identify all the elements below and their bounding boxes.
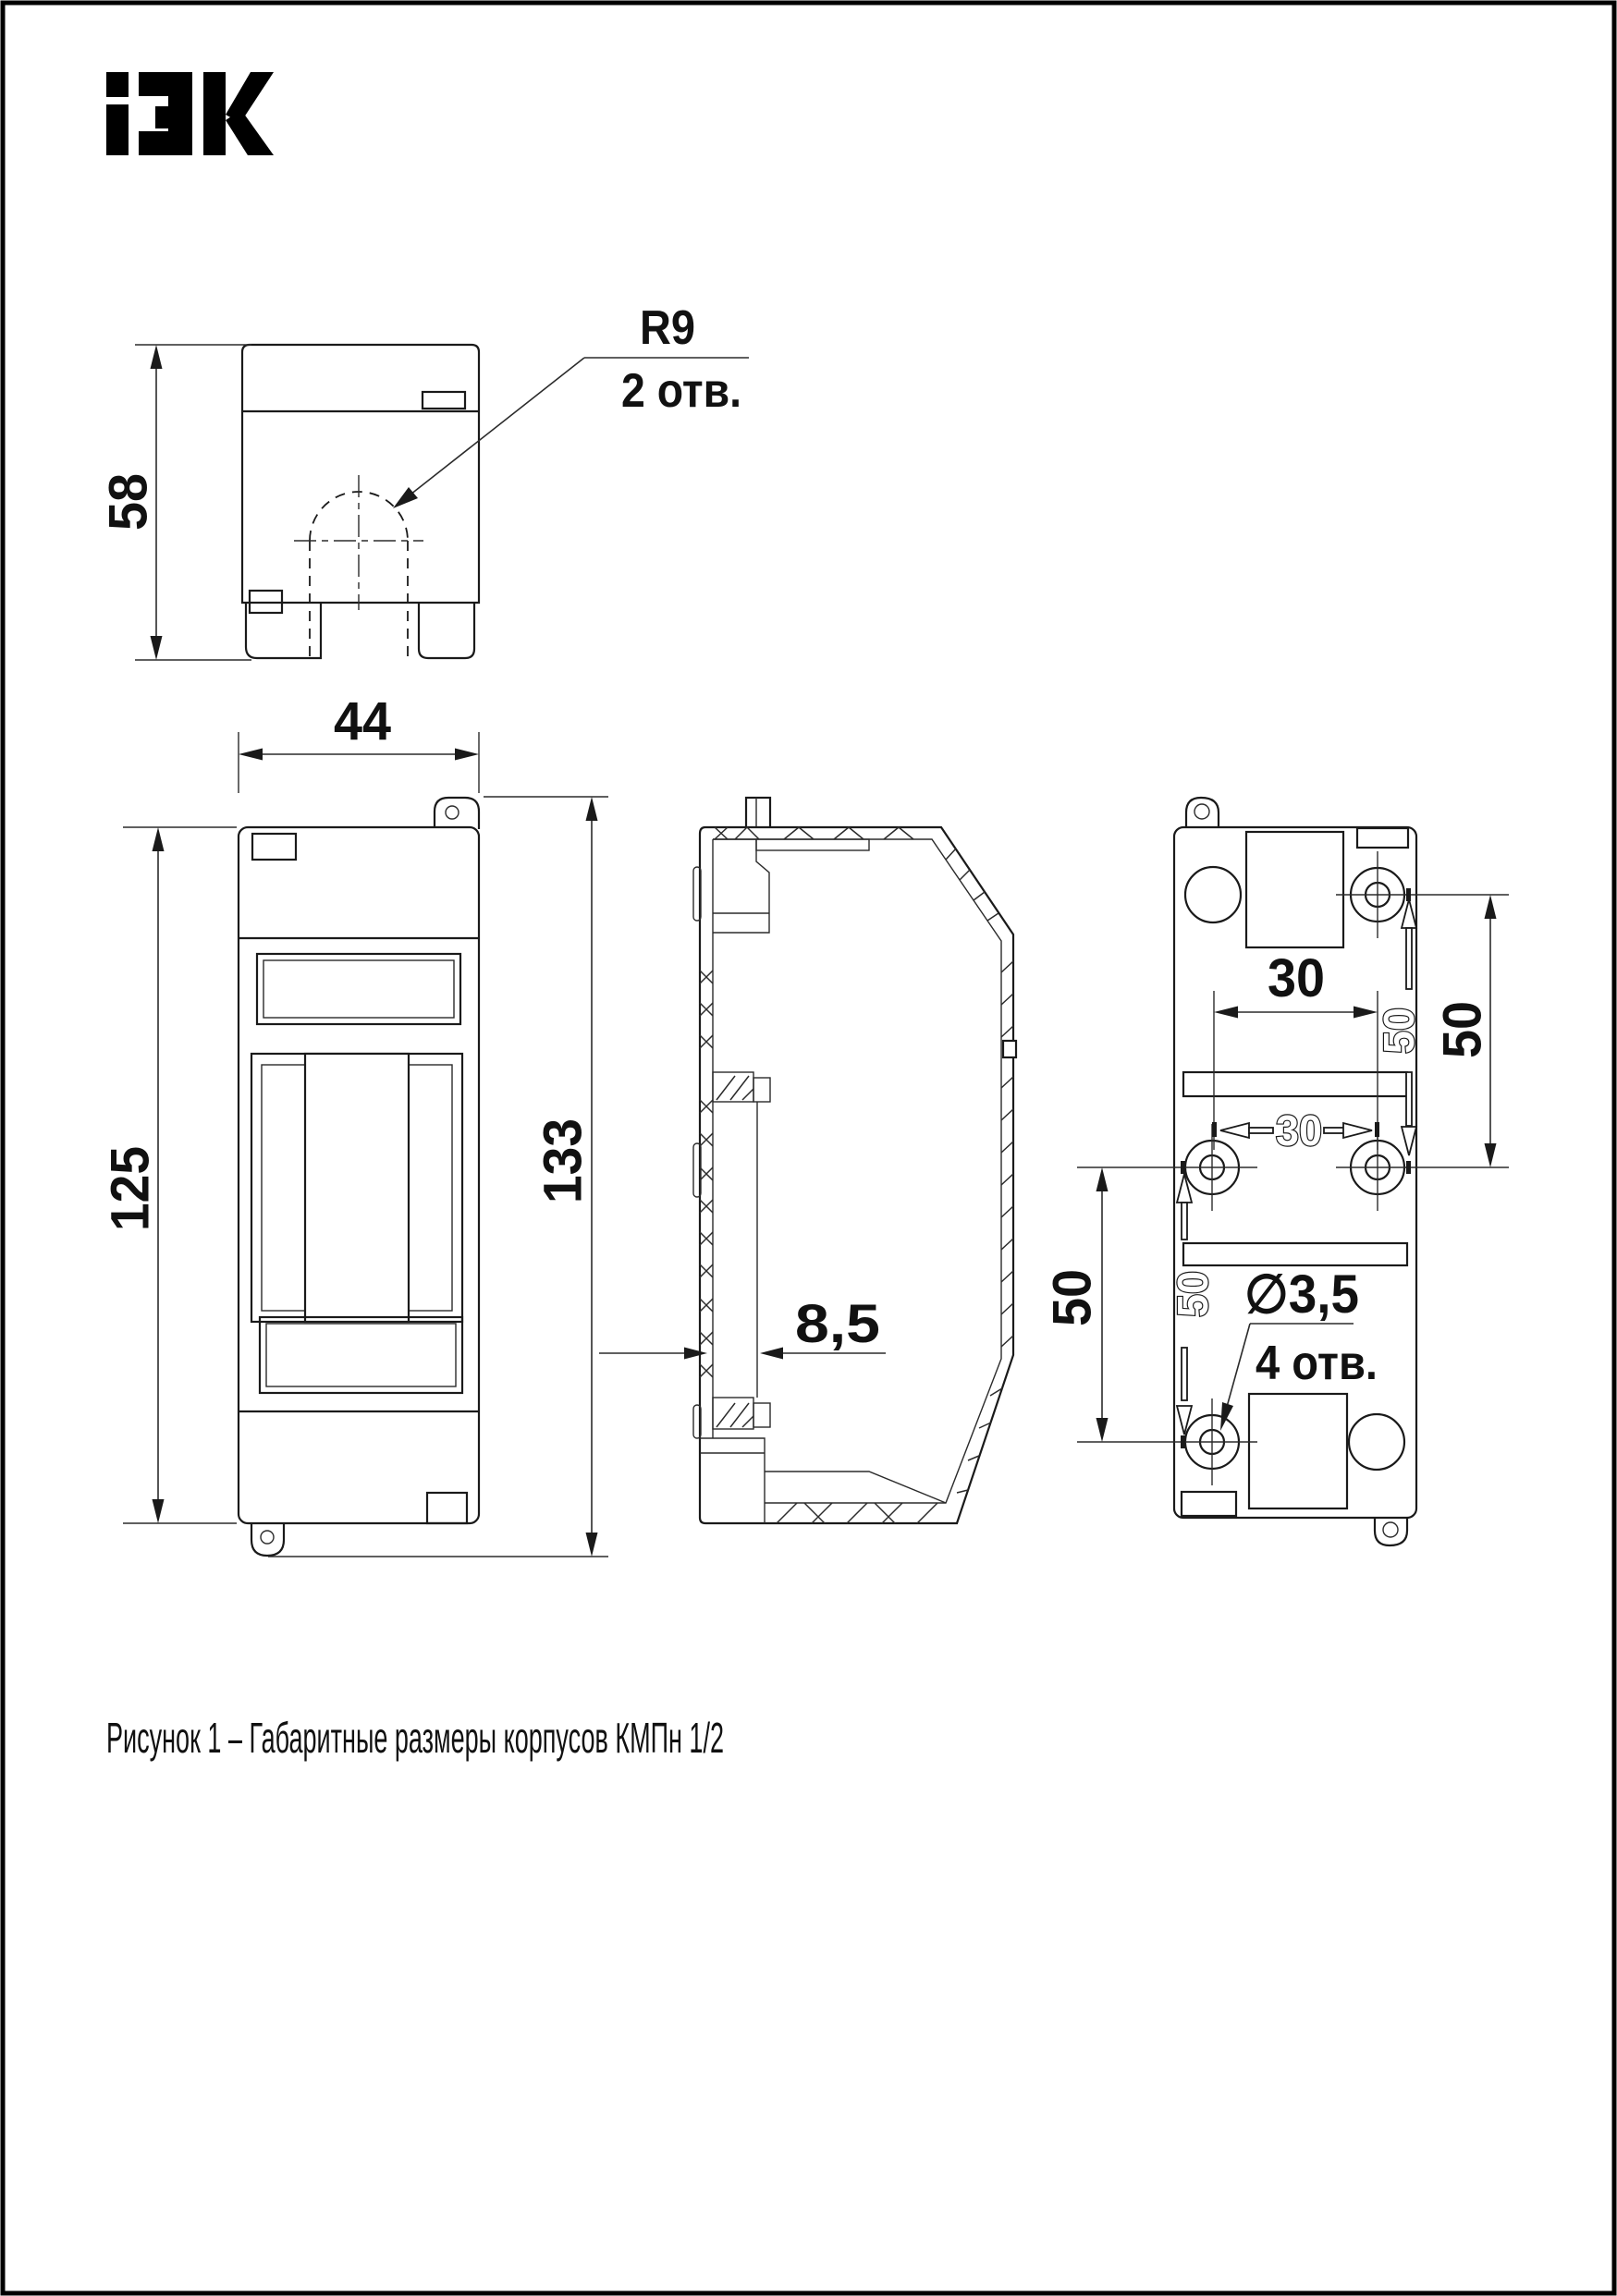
rear-view: [1043, 798, 1510, 1545]
side-outline: [700, 827, 1013, 1523]
figure-caption: Рисунок 1 – Габаритные размеры корпусов КМПн 1/2: [106, 1714, 724, 1762]
side-view: [599, 798, 1016, 1523]
vent-slot: [1003, 1041, 1016, 1057]
iek-logo: [106, 72, 274, 155]
dim-58-label: 58: [98, 470, 159, 531]
dim-133-label: 133: [533, 1114, 594, 1203]
top-view: [99, 301, 750, 660]
dim-8-5-label: 8,5: [795, 1294, 880, 1354]
front-top-ear: [435, 798, 479, 829]
dimension-44: [239, 691, 479, 793]
dim-30-label: 30: [1268, 948, 1325, 1008]
dim-44-label: 44: [334, 691, 391, 751]
top-view-right-foot: [419, 603, 474, 658]
dim-125-label: 125: [100, 1142, 161, 1231]
side-top-tab: [746, 798, 770, 829]
dim-diameter-label: ∅3,5: [1244, 1264, 1359, 1325]
rear-top-ear: [1186, 798, 1219, 829]
dim-hole-count-label: 4 отв.: [1256, 1337, 1378, 1390]
dimension-58: [99, 345, 252, 660]
top-view-body: [242, 345, 479, 603]
dim-50-left-label: 50: [1042, 1266, 1103, 1326]
dimension-50-right: [1433, 895, 1497, 1167]
dimension-50-left: [1043, 1167, 1109, 1442]
dim-50-left-inner-label: 50: [1169, 1269, 1217, 1317]
leader-r9-label: R9: [640, 301, 695, 355]
dimension-125: [101, 827, 238, 1523]
leader-r9-holes-label: 2 отв.: [621, 364, 741, 418]
dim-30-inner-label: 30: [1276, 1106, 1322, 1154]
dim-50-right-label: 50: [1432, 998, 1493, 1058]
front-bottom-ear: [251, 1521, 284, 1556]
dim-50-right-inner-label: 50: [1375, 1006, 1423, 1054]
front-breaker-module: [305, 1054, 409, 1322]
front-view: [101, 691, 609, 1557]
